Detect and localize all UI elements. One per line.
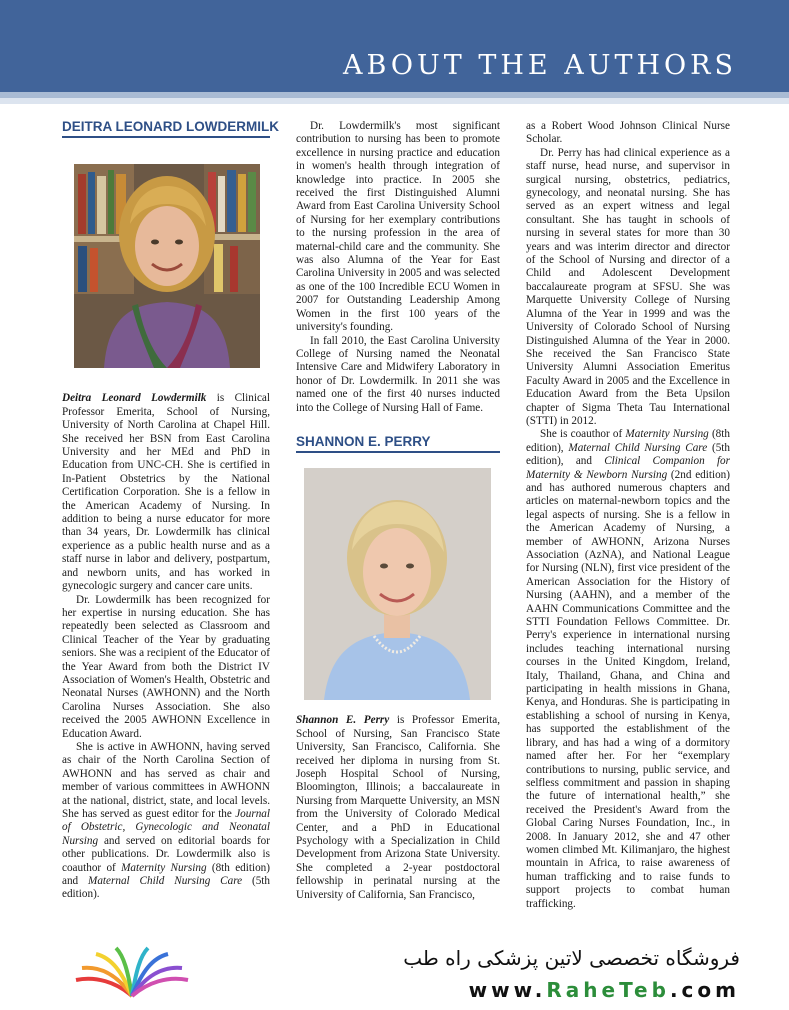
- header-stripe-light: [0, 98, 789, 104]
- bio-paragraph: Dr. Perry has had clinical experience as a staff nurse, head nurse, and supervisor in surgical nursing, obstetrics, pediatrics, gynecology, and neonatal nursing. She has served as an expert witness and legal consultant. She has taught in schools of nursing in several states for more than 30 years and was interim director and director of the School of Nursing and director of a Child and Adolescent Development baccalaureate program at SFSU. She was Marquette University College of Nursing Alumna of the Year in 1999 and was the University of Colorado School of Nursing Distinguished Alumna of the Year in 2000. She received the San Francisco State University Alumni Association Emeritus Faculty Award in 2005 and the Excellence in Education Award from the Beta Upsilon chapter of Sigma Theta Tau International (STTI) in 2012.: [526, 146, 730, 427]
- bio-paragraph: Shannon E. Perry is Professor Emerita, School of Nursing, San Francisco State University, San Francisco, California. She received her diploma in nursing from St. Joseph Hospital School of Nursing, Bloomington, Illinois; a baccalaureate in Nursing from Marquette University, an MSN from the University of Colorado Medical Center, and a PhD in Educational Psychology with a Specialization in Child Development from Arizona State University. She completed a 2-year postdoctoral fellowship in perinatal nursing at the University of California, San Francisco,: [296, 714, 500, 901]
- bio-paragraph: Dr. Lowdermilk has been recognized for her expertise in nursing education. She has repeatedly been selected as Classroom and Clinical Teacher of the Year by graduating seniors. She was a recipient of the Educator of the Year Award from both the District IV Association of Women's Health, Obstetric and Neonatal Nurses (AWHONN) and the North Carolina Nurses Association. She also received the 2005 AWHONN Excellence in Education Award.: [62, 593, 270, 740]
- author-heading-perry: SHANNON E. PERRY: [296, 435, 500, 453]
- bio-paragraph: She is coauthor of Maternity Nursing (8th edition), Maternal Child Nursing Care (5th edition), and Clinical Companion for Maternity & Newborn Nursing (2nd edition) and has authored numerous chapters and articles on maternal-newborn topics and the legal aspects of nursing. She is a fellow in the American Academy of Nursing, a member of AWHONN, Arizona Nurses Association (AzNA), and National League for Nursing (NLN), first vice president of the American Association for the History of Nursing (AAHN), and a member of the AAHN Communications Committee and the STTI Foundation Fellows Committee. Dr. Perry's experience in international nursing includes teaching international nursing courses in the United Kingdom, Ireland, Italy, Thailand, Ghana, and China and participating in health missions in Ghana, Kenya, and Honduras. She is participating in establishing a school of nursing in Kenya, has supported the establishment of the library, and has had a wing of a dormitory named after her. For her “exemplary contributions to nursing, public service, and selfless commitment and passion in shaping the future of international health,” she received the President's Award from the Global Caring Nurses Foundation, Inc., in 2008. In January 2012, she and 47 other women climbed Mt. Kilimanjaro, the highest mountain in Africa, to raise awareness of human trafficking and to raise funds to support projects to combat human trafficking.: [526, 428, 730, 910]
- column-1: [62, 119, 279, 902]
- author-photo-perry: [304, 468, 491, 700]
- bio-paragraph: She is active in AWHONN, having served as chair of the North Carolina Section of AWHONN and has served as chair and member of various committees in AWHONN at the national, district, state, and local levels. She has served as guest editor for the Journal of Obstetric, Gynecologic and Neonatal Nursing and served on editorial boards for other publications. Dr. Lowdermilk also is coauthor of Maternity Nursing (8th edition) and Maternal Child Nursing Care (5th edition).: [62, 740, 270, 901]
- bio-paragraph: Deitra Leonard Lowdermilk is Clinical Professor Emerita, School of Nursing, University of North Carolina at Chapel Hill. She received her BSN from East Carolina University and her MEd and PhD in Education from UNC-CH. She is certified in In-Patient Obstetrics by the National Certification Corporation. She is a fellow in the American Academy of Nursing. In addition to being a nurse educator for more than 34 years, Dr. Lowdermilk has clinical experience as a public health nurse and as a staff nurse in labor and delivery, postpartum, and newborn units, and has worked in gynecologic surgery and cancer care units.: [62, 392, 270, 593]
- bio-paragraph: In fall 2010, the East Carolina University College of Nursing named the Neonatal Intensive Care and Midwifery Laboratory in honor of Dr. Lowdermilk. In 2011 she was named one of the first 40 nurses inducted into the College of Nursing Hall of Fame.: [296, 334, 500, 414]
- author-heading-lowdermilk: DEITRA LEONARD LOWDERMILK: [62, 120, 270, 138]
- bio-paragraph: as a Robert Wood Johnson Clinical Nurse Scholar.: [526, 120, 730, 146]
- bio-name: Deitra Leonard Lowdermilk: [62, 392, 207, 405]
- bio-paragraph: Dr. Lowdermilk's most significant contribution to nursing has been to promote excellence in nursing practice and education in women's health through integration of knowledge into practice. In 2005 she received the first Distinguished Alumni Award from East Carolina University School of Nursing for her exemplary contributions to the nursing profession in the area of maternal-child care and the community. She was also Alumna of the Year for East Carolina University in 2005 and was selected as one of the 100 Incredible ECU Women in 2007 for Outstanding Leadership Among Women in the first 100 years of the university's founding.: [296, 120, 500, 334]
- column-3: [526, 120, 730, 911]
- page-title: ABOUT THE AUTHORS: [343, 50, 737, 81]
- author-photo-lowdermilk: [74, 164, 260, 368]
- book-logo-icon: [72, 946, 192, 1002]
- column-2: [296, 120, 500, 902]
- bio-name: Shannon E. Perry: [296, 714, 390, 727]
- store-url: www.RaheTeb.com: [468, 978, 740, 1002]
- store-name: فروشگاه تخصصی لاتین پزشکی راه طب: [403, 946, 740, 970]
- page-header: [0, 0, 789, 92]
